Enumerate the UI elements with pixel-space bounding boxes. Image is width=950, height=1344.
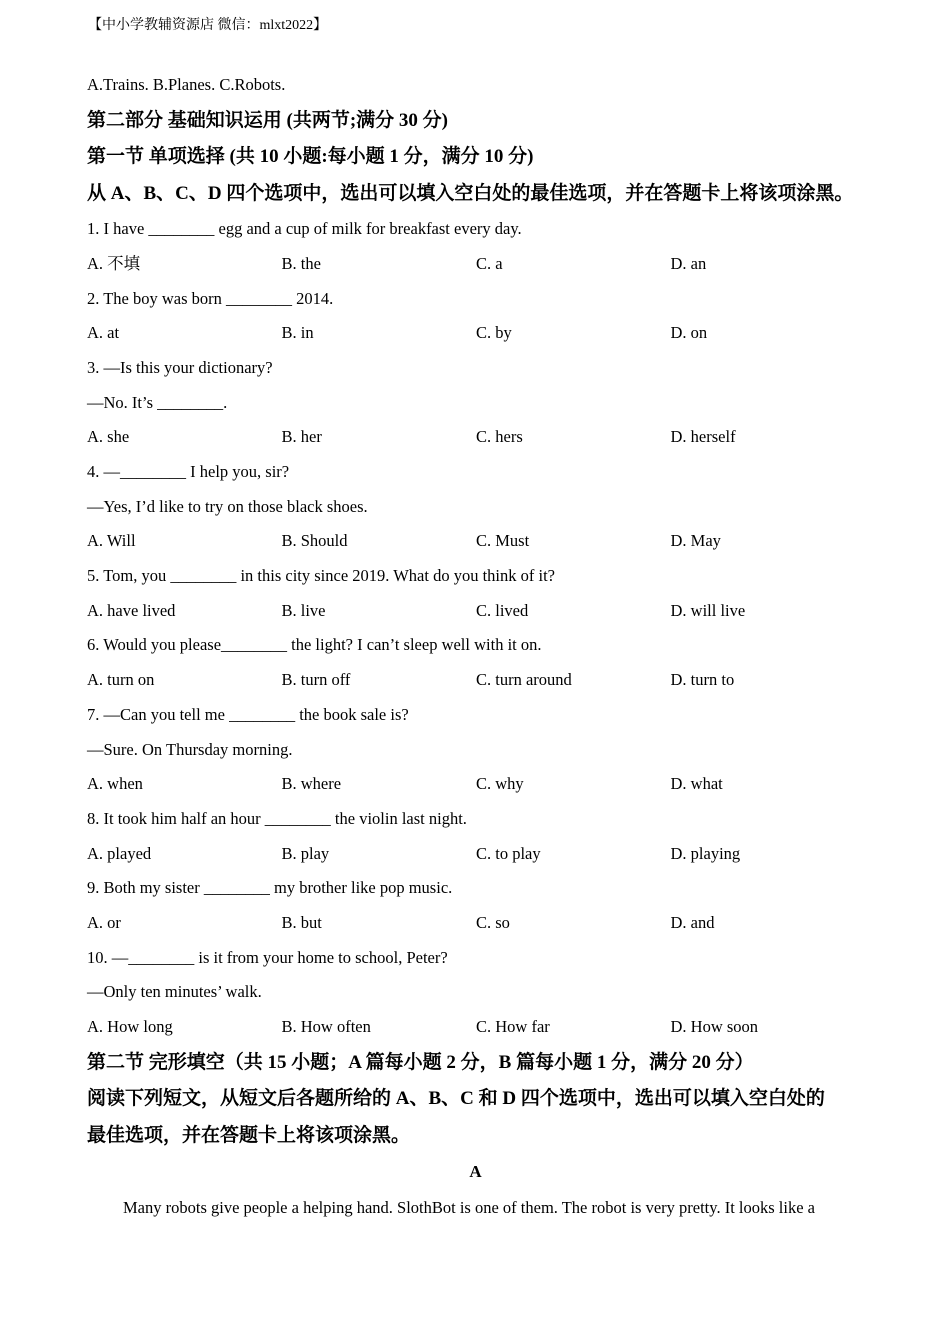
question-stem: 7. —Can you tell me ________ the book sale is?	[87, 704, 409, 724]
section2-instruction-line1: 阅读下列短文，从短文后各题所给的 A、B、C 和 D 四个选项中，选出可以填入空白处的	[87, 1088, 825, 1110]
option-c: C. a	[476, 253, 503, 273]
section1-title: 第一节 单项选择 (共 10 小题:每小题 1 分，满分 10 分)	[87, 146, 534, 168]
option-d: D. herself	[670, 427, 736, 447]
option-c: C. How far	[476, 1017, 550, 1036]
option-d: D. an	[670, 253, 707, 273]
option-d: D. turn to	[670, 670, 735, 690]
question-stem: 9. Both my sister ________ my brother like pop music.	[87, 878, 453, 898]
option-c: C. lived	[476, 600, 529, 620]
question-options	[87, 837, 867, 872]
page-content	[87, 68, 867, 1225]
question-dialogue-line: —Yes, I’d like to try on those black shoes.	[87, 496, 368, 516]
section1-instruction: 从 A、B、C、D 四个选项中，选出可以填入空白处的最佳选项，并在答题卡上将该项涂黑。	[87, 182, 854, 204]
option-b: B. Should	[281, 531, 348, 551]
question-dialogue-line: —Sure. On Thursday morning.	[87, 739, 293, 759]
question-stem: 10. —________ is it from your home to school, Peter?	[87, 947, 448, 967]
option-a: A. turn on	[87, 670, 155, 690]
question-options	[87, 906, 867, 941]
option-a: A. have lived	[87, 600, 176, 620]
option-c: C. so	[476, 912, 510, 932]
option-a: A. How long	[87, 1017, 173, 1036]
question-stem: 1. I have ________ egg and a cup of milk for breakfast every day.	[87, 219, 522, 239]
passage-text: Many robots give people a helping hand. SlothBot is one of them. The robot is very pretty. It looks like a	[123, 1197, 815, 1217]
question-options	[87, 663, 867, 698]
option-d: D. will live	[670, 600, 746, 620]
previous-question-options: A.Trains. B.Planes. C.Robots.	[87, 75, 286, 94]
option-a: A. she	[87, 427, 130, 447]
option-c: C. hers	[476, 427, 523, 447]
option-a: A. at	[87, 323, 120, 343]
option-a: A. played	[87, 843, 152, 863]
question-options	[87, 316, 867, 351]
question-stem: 5. Tom, you ________ in this city since 2019. What do you think of it?	[87, 566, 555, 586]
passage-label: A	[469, 1162, 482, 1182]
option-a: A. Will	[87, 531, 136, 551]
question-dialogue-line: —Only ten minutes’ walk.	[87, 982, 262, 1002]
question-stem: 2. The boy was born ________ 2014.	[87, 288, 334, 308]
option-c: C. Must	[476, 531, 530, 551]
option-d: D. and	[670, 912, 715, 932]
question-options	[87, 420, 867, 455]
option-a: A. when	[87, 774, 143, 794]
question-options	[87, 247, 867, 282]
option-d: D. May	[670, 531, 721, 551]
part2-title: 第二部分 基础知识运用 (共两节;满分 30 分)	[87, 109, 448, 131]
section2-instruction-line2: 最佳选项，并在答题卡上将该项涂黑。	[87, 1124, 411, 1146]
option-b: B. the	[281, 253, 321, 273]
option-b: B. How often	[281, 1017, 371, 1036]
option-c: C. turn around	[476, 670, 572, 690]
question-stem: 6. Would you please________ the light? I can’t sleep well with it on.	[87, 635, 542, 655]
option-d: D. playing	[670, 843, 741, 863]
option-b: B. turn off	[281, 670, 351, 690]
question-stem: 8. It took him half an hour ________ the violin last night.	[87, 808, 467, 828]
option-d: D. on	[670, 323, 708, 343]
option-d: D. How soon	[670, 1017, 759, 1036]
question-options	[87, 524, 867, 559]
option-b: B. where	[281, 774, 342, 794]
question-list	[87, 212, 867, 1045]
option-b: B. live	[281, 600, 326, 620]
option-d: D. what	[670, 774, 723, 794]
option-b: B. but	[281, 912, 322, 932]
option-a: A. or	[87, 912, 121, 932]
option-c: C. by	[476, 323, 512, 343]
section2-title: 第二节 完形填空（共 15 小题；A 篇每小题 2 分，B 篇每小题 1 分，满分 20 分）	[87, 1051, 754, 1073]
option-b: B. her	[281, 427, 322, 447]
option-c: C. to play	[476, 843, 541, 863]
question-dialogue-line: —No. It’s ________.	[87, 392, 228, 412]
question-options	[87, 594, 867, 629]
option-b: B. play	[281, 843, 330, 863]
question-stem: 4. —________ I help you, sir?	[87, 462, 290, 481]
option-a: A. 不填	[87, 253, 141, 273]
question-options	[87, 767, 867, 802]
question-stem: 3. —Is this your dictionary?	[87, 357, 273, 377]
page-header: 【中小学教辅资源店 微信：mlxt2022】	[88, 18, 328, 33]
option-c: C. why	[476, 774, 524, 794]
question-options	[87, 1010, 867, 1045]
option-b: B. in	[281, 323, 314, 343]
